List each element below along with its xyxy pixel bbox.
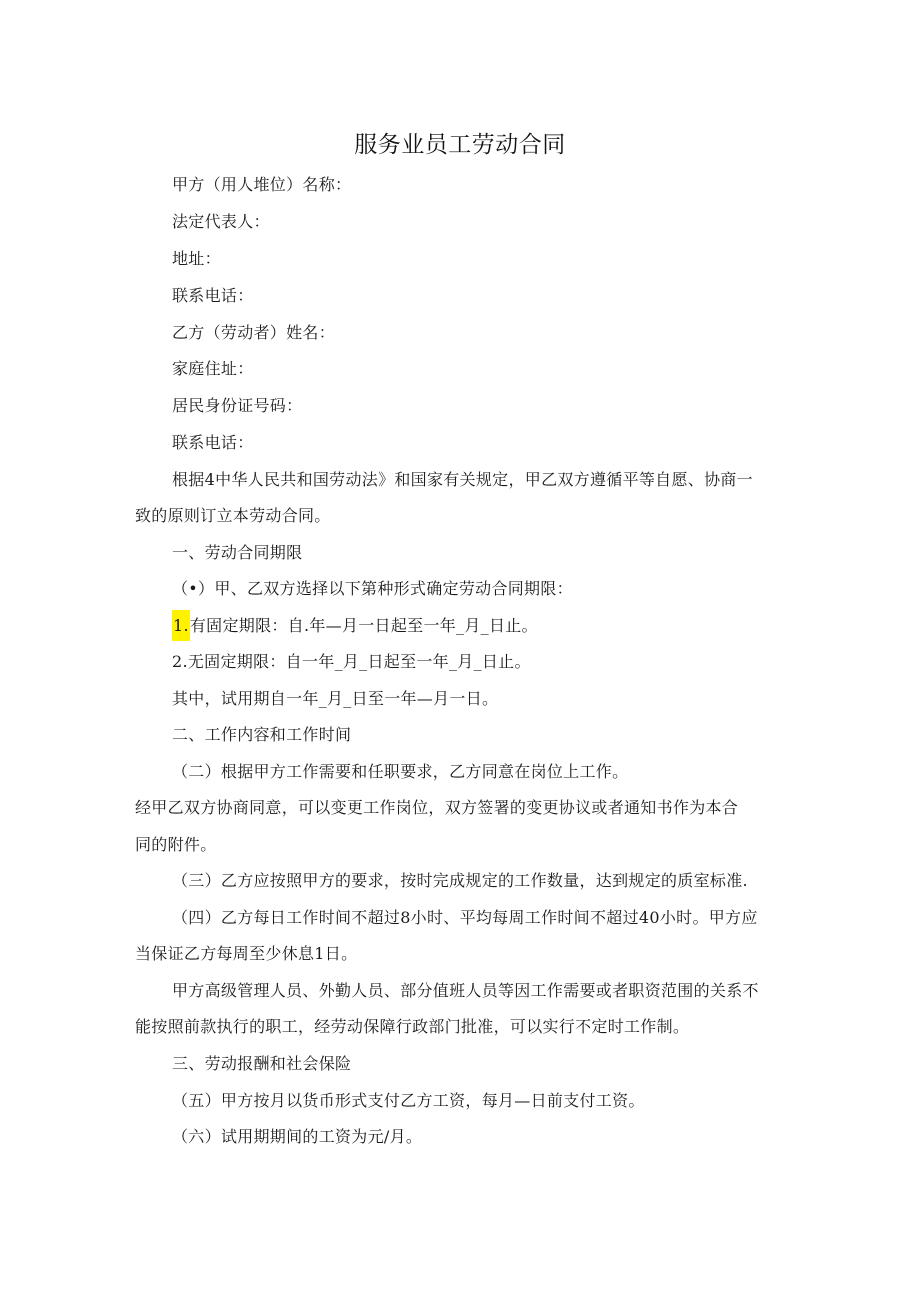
party-b-phone-line: 联系电话： [172, 433, 254, 452]
clause-4: （四）乙方每日工作时间不超过8小时、平均每周工作时间不超过40小时。甲方应 [172, 908, 758, 927]
section-2-heading: 二、工作内容和工作时间 [172, 725, 352, 744]
section-3-heading: 三、劳动报酬和社会保险 [172, 1054, 352, 1073]
document-title: 服务业员工劳动合同 [354, 132, 566, 158]
home-address-line: 家庭住址： [172, 359, 254, 378]
address-line: 地址： [172, 249, 221, 268]
clause-5: （五）甲方按月以货币形式支付乙方工资，每月—日前支付工资。 [172, 1091, 645, 1110]
flexible-hours-para-1: 甲方高级管理人员、外勤人员、部分值班人员等因工作需要或者职资范围的关系不 [172, 981, 759, 1000]
highlighted-item-number: 1. [172, 610, 190, 641]
clause-2: （二）根据甲方工作需要和任职要求，乙方同意在岗位上工作。 [172, 762, 629, 781]
preamble-line-2: 致的原则订立本劳动合同。 [135, 506, 331, 525]
open-term-option: 2.无固定期限：自一年_月_日起至一年_月_日止。 [172, 652, 531, 671]
probation-period-line: 其中，试用期自一年_月_日至一年—月一日。 [172, 689, 499, 708]
clause-2-continuation-1: 经甲乙双方协商同意，可以变更工作岗位，双方签署的变更协议或者通知书作为本合 [135, 798, 739, 817]
clause-2-continuation-2: 同的附件。 [135, 835, 217, 854]
section-1-heading: 一、劳动合同期限 [172, 543, 303, 562]
preamble-line-1: 根据4中华人民共和国劳动法》和国家有关规定，甲乙双方遵循平等自愿、协商一 [172, 470, 753, 489]
party-a-name-line: 甲方（用人堆位）名称： [172, 175, 352, 194]
party-b-name-line: 乙方（劳动者）姓名： [172, 323, 336, 342]
clause-4-continuation: 当保证乙方每周至少休息1日。 [135, 944, 358, 963]
legal-representative-line: 法定代表人： [172, 212, 270, 231]
clause-6: （六）试用期期间的工资为元/月。 [172, 1127, 423, 1146]
term-type-clause: （•）甲、乙双方选择以下第种形式确定劳动合同期限： [172, 579, 573, 598]
fixed-term-text: 有固定期限：自.年—月一日起至一年_月_日止。 [189, 616, 538, 635]
id-number-line: 居民身份证号码： [172, 396, 303, 415]
party-a-phone-line: 联系电话： [172, 286, 254, 305]
flexible-hours-para-2: 能按照前款执行的职工，经劳动保障行政部门批准，可以实行不定时工作制。 [135, 1017, 690, 1036]
fixed-term-option [172, 615, 538, 637]
clause-3: （三）乙方应按照甲方的要求，按时完成规定的工作数量，达到规定的质室标准. [172, 871, 748, 890]
